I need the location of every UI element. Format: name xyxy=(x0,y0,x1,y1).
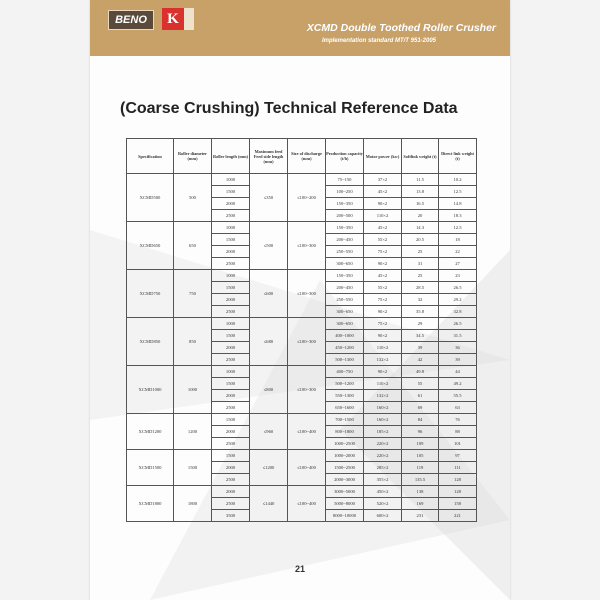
cell-length: 2000 xyxy=(212,462,250,474)
cell-direct: 76 xyxy=(439,414,477,426)
cell-motor: 45×2 xyxy=(364,186,402,198)
cell-length: 1500 xyxy=(212,378,250,390)
header-roller-length: Roller length (mm) xyxy=(212,139,250,174)
cell-model: XCMD1500 xyxy=(127,450,174,486)
cell-motor: 450×2 xyxy=(364,486,402,498)
cell-model: XCMD1000 xyxy=(127,366,174,414)
cell-length: 1000 xyxy=(212,270,250,282)
cell-softlink: 25 xyxy=(402,270,439,282)
cell-direct: 31.5 xyxy=(439,330,477,342)
cell-length: 2500 xyxy=(212,306,250,318)
cell-direct: 49.2 xyxy=(439,378,477,390)
cell-direct: 221 xyxy=(439,510,477,522)
cell-direct: 18.3 xyxy=(439,210,477,222)
cell-motor: 285×2 xyxy=(364,462,402,474)
brochure-page xyxy=(90,0,510,600)
cell-motor: 45×2 xyxy=(364,222,402,234)
cell-direct: 29.2 xyxy=(439,294,477,306)
cell-motor: 55×2 xyxy=(364,234,402,246)
cell-direct: 111 xyxy=(439,462,477,474)
cell-softlink: 69 xyxy=(402,402,439,414)
cell-direct: 12.5 xyxy=(439,222,477,234)
cell-softlink: 135.5 xyxy=(402,474,439,486)
cell-softlink: 16.5 xyxy=(402,198,439,210)
cell-softlink: 138 xyxy=(402,486,439,498)
cell-length: 1500 xyxy=(212,186,250,198)
cell-length: 2500 xyxy=(212,438,250,450)
cell-direct: 26.5 xyxy=(439,318,477,330)
cell-direct: 22 xyxy=(439,246,477,258)
cell-discharge: ≤100~400 xyxy=(288,486,326,522)
cell-diameter: 500 xyxy=(174,174,212,222)
cell-direct: 101 xyxy=(439,438,477,450)
cell-length: 2000 xyxy=(212,342,250,354)
cell-model: XCMD650 xyxy=(127,222,174,270)
cell-motor: 132×2 xyxy=(364,354,402,366)
cell-softlink: 25 xyxy=(402,246,439,258)
cell-diameter: 1000 xyxy=(174,366,212,414)
header-softlink-weight: Softlink weight (t) xyxy=(402,139,439,174)
cell-motor: 220×2 xyxy=(364,450,402,462)
cell-length: 1000 xyxy=(212,174,250,186)
table-row xyxy=(127,414,477,426)
cell-model: XCMD1800 xyxy=(127,486,174,522)
header-title: XCMD Double Toothed Roller Crusher xyxy=(306,22,496,34)
table-row xyxy=(127,222,477,234)
cell-discharge: ≤100~300 xyxy=(288,318,326,366)
cell-motor: 110×2 xyxy=(364,342,402,354)
cell-length: 2000 xyxy=(212,390,250,402)
cell-softlink: 55 xyxy=(402,378,439,390)
cell-softlink: 109 xyxy=(402,438,439,450)
cell-capacity: 500~1200 xyxy=(326,378,364,390)
cell-max-feed: ≤800 xyxy=(250,366,288,414)
cell-motor: 90×2 xyxy=(364,366,402,378)
cell-capacity: 200~450 xyxy=(326,282,364,294)
cell-motor: 110×2 xyxy=(364,210,402,222)
cell-model: XCMD500 xyxy=(127,174,174,222)
cell-direct: 97 xyxy=(439,450,477,462)
cell-capacity: 8000~10000 xyxy=(326,510,364,522)
cell-model: XCMD1200 xyxy=(127,414,174,450)
cell-softlink: 13.8 xyxy=(402,186,439,198)
cell-softlink: 32 xyxy=(402,294,439,306)
cell-diameter: 1800 xyxy=(174,486,212,522)
cell-capacity: 400~1000 xyxy=(326,330,364,342)
cell-direct: 36 xyxy=(439,342,477,354)
cell-capacity: 5000~8000 xyxy=(326,498,364,510)
cell-motor: 132×2 xyxy=(364,390,402,402)
cell-length: 1500 xyxy=(212,414,250,426)
cell-capacity: 250~550 xyxy=(326,246,364,258)
cell-length: 1500 xyxy=(212,330,250,342)
cell-motor: 45×2 xyxy=(364,270,402,282)
technical-data-table xyxy=(126,138,477,522)
cell-capacity: 550~1300 xyxy=(326,390,364,402)
header-motor-power: Motor power (kw) xyxy=(364,139,402,174)
cell-direct: 128 xyxy=(439,486,477,498)
cell-capacity: 1500~2500 xyxy=(326,462,364,474)
cell-max-feed: ≤1440 xyxy=(250,486,288,522)
cell-length: 2000 xyxy=(212,246,250,258)
cell-softlink: 42 xyxy=(402,354,439,366)
cell-capacity: 450~1200 xyxy=(326,342,364,354)
cell-length: 1500 xyxy=(212,234,250,246)
cell-length: 2500 xyxy=(212,402,250,414)
table-row xyxy=(127,486,477,498)
cell-direct: 27 xyxy=(439,258,477,270)
cell-length: 1000 xyxy=(212,366,250,378)
cell-softlink: 119 xyxy=(402,462,439,474)
header-roller-diameter: Roller diameter (mm) xyxy=(174,139,212,174)
page-title: (Coarse Crushing) Technical Reference Data xyxy=(120,100,458,117)
cell-motor: 220×2 xyxy=(364,438,402,450)
cell-direct: 39 xyxy=(439,354,477,366)
cell-softlink: 31 xyxy=(402,258,439,270)
cell-motor: 520×2 xyxy=(364,498,402,510)
cell-capacity: 100~250 xyxy=(326,186,364,198)
cell-softlink: 35.8 xyxy=(402,306,439,318)
cell-length: 2500 xyxy=(212,498,250,510)
header-discharge: Size of discharge (mm) xyxy=(288,139,326,174)
cell-motor: 90×2 xyxy=(364,330,402,342)
cell-motor: 110×2 xyxy=(364,378,402,390)
cell-length: 1000 xyxy=(212,318,250,330)
cell-softlink: 14.3 xyxy=(402,222,439,234)
cell-softlink: 39 xyxy=(402,342,439,354)
k-logo: K xyxy=(162,8,184,30)
cell-capacity: 400~750 xyxy=(326,366,364,378)
cell-softlink: 20 xyxy=(402,210,439,222)
cell-motor: 75×2 xyxy=(364,318,402,330)
cell-diameter: 750 xyxy=(174,270,212,318)
cell-capacity: 1000~2000 xyxy=(326,450,364,462)
cell-diameter: 850 xyxy=(174,318,212,366)
cell-capacity: 300~650 xyxy=(326,306,364,318)
cell-softlink: 20.5 xyxy=(402,234,439,246)
cell-capacity: 250~550 xyxy=(326,294,364,306)
cell-model: XCMD750 xyxy=(127,270,174,318)
cell-motor: 90×2 xyxy=(364,306,402,318)
cell-length: 2500 xyxy=(212,354,250,366)
cell-capacity: 150~350 xyxy=(326,222,364,234)
cell-direct: 55.5 xyxy=(439,390,477,402)
cell-capacity: 2000~3000 xyxy=(326,474,364,486)
cell-direct: 12.5 xyxy=(439,186,477,198)
cell-length: 1500 xyxy=(212,450,250,462)
cell-discharge: ≤100~300 xyxy=(288,222,326,270)
cell-motor: 37×2 xyxy=(364,174,402,186)
cell-softlink: 34.5 xyxy=(402,330,439,342)
cell-softlink: 231 xyxy=(402,510,439,522)
cell-max-feed: ≤960 xyxy=(250,414,288,450)
cell-max-feed: ≤350 xyxy=(250,174,288,222)
cell-softlink: 61 xyxy=(402,390,439,402)
cell-discharge: ≤100~400 xyxy=(288,414,326,450)
cell-diameter: 1500 xyxy=(174,450,212,486)
cell-softlink: 28.5 xyxy=(402,282,439,294)
table-header-row xyxy=(127,139,477,174)
cell-direct: 44 xyxy=(439,366,477,378)
cell-capacity: 75~150 xyxy=(326,174,364,186)
cell-max-feed: ≤680 xyxy=(250,318,288,366)
cell-direct: 23 xyxy=(439,270,477,282)
cell-capacity: 150~350 xyxy=(326,198,364,210)
cell-direct: 88 xyxy=(439,426,477,438)
cell-softlink: 11.5 xyxy=(402,174,439,186)
cell-discharge: ≤100~400 xyxy=(288,450,326,486)
cell-capacity: 300~650 xyxy=(326,318,364,330)
cell-motor: 75×2 xyxy=(364,246,402,258)
beno-logo: BENO xyxy=(108,10,154,30)
table-row xyxy=(127,270,477,282)
cell-motor: 90×2 xyxy=(364,258,402,270)
cell-direct: 128 xyxy=(439,474,477,486)
header-direct-weight: Direct link weight (t) xyxy=(439,139,477,174)
cell-max-feed: ≤600 xyxy=(250,270,288,318)
cell-diameter: 1200 xyxy=(174,414,212,450)
cell-softlink: 84 xyxy=(402,414,439,426)
cell-capacity: 300~650 xyxy=(326,258,364,270)
cell-diameter: 650 xyxy=(174,222,212,270)
k-logo-stripe xyxy=(184,8,194,30)
cell-motor: 355×2 xyxy=(364,474,402,486)
cell-direct: 158 xyxy=(439,498,477,510)
cell-direct: 32.8 xyxy=(439,306,477,318)
cell-softlink: 96 xyxy=(402,426,439,438)
cell-capacity: 1000~2500 xyxy=(326,438,364,450)
cell-softlink: 29 xyxy=(402,318,439,330)
cell-length: 3500 xyxy=(212,510,250,522)
cell-direct: 18 xyxy=(439,234,477,246)
cell-motor: 160×2 xyxy=(364,402,402,414)
page-number: 21 xyxy=(294,564,305,574)
header-capacity: Production capacity (t/h) xyxy=(326,139,364,174)
cell-direct: 63 xyxy=(439,402,477,414)
cell-length: 2000 xyxy=(212,486,250,498)
cell-discharge: ≤100~300 xyxy=(288,366,326,414)
cell-motor: 185×2 xyxy=(364,426,402,438)
cell-length: 1000 xyxy=(212,222,250,234)
table-row xyxy=(127,174,477,186)
header-subtitle: Implementation standard MT/T 951-2005 xyxy=(321,38,436,44)
cell-capacity: 800~1800 xyxy=(326,426,364,438)
cell-max-feed: ≤1200 xyxy=(250,450,288,486)
cell-max-feed: ≤500 xyxy=(250,222,288,270)
cell-capacity: 500~1300 xyxy=(326,354,364,366)
cell-discharge: ≤100~300 xyxy=(288,270,326,318)
cell-length: 2500 xyxy=(212,210,250,222)
cell-discharge: ≤100~200 xyxy=(288,174,326,222)
cell-length: 2500 xyxy=(212,258,250,270)
table-row xyxy=(127,318,477,330)
cell-capacity: 650~1600 xyxy=(326,402,364,414)
cell-motor: 600×2 xyxy=(364,510,402,522)
cell-direct: 26.5 xyxy=(439,282,477,294)
cell-length: 2000 xyxy=(212,294,250,306)
cell-capacity: 3000~5000 xyxy=(326,486,364,498)
cell-motor: 55×2 xyxy=(364,282,402,294)
cell-length: 1500 xyxy=(212,282,250,294)
cell-motor: 75×2 xyxy=(364,294,402,306)
cell-motor: 160×2 xyxy=(364,414,402,426)
cell-model: XCMD850 xyxy=(127,318,174,366)
cell-direct: 10.2 xyxy=(439,174,477,186)
cell-softlink: 105 xyxy=(402,450,439,462)
cell-length: 2500 xyxy=(212,474,250,486)
cell-motor: 90×2 xyxy=(364,198,402,210)
cell-softlink: 169 xyxy=(402,498,439,510)
cell-capacity: 200~500 xyxy=(326,210,364,222)
cell-direct: 14.8 xyxy=(439,198,477,210)
cell-capacity: 700~1500 xyxy=(326,414,364,426)
cell-length: 2000 xyxy=(212,198,250,210)
table-row xyxy=(127,450,477,462)
header-specification: Specification xyxy=(127,139,174,174)
cell-softlink: 49.8 xyxy=(402,366,439,378)
table-body xyxy=(127,174,477,522)
table-row xyxy=(127,366,477,378)
page-header xyxy=(90,0,510,56)
cell-capacity: 150~350 xyxy=(326,270,364,282)
cell-length: 2000 xyxy=(212,426,250,438)
cell-capacity: 200~450 xyxy=(326,234,364,246)
header-max-feed: Maximum feed Feed side length (mm) xyxy=(250,139,288,174)
